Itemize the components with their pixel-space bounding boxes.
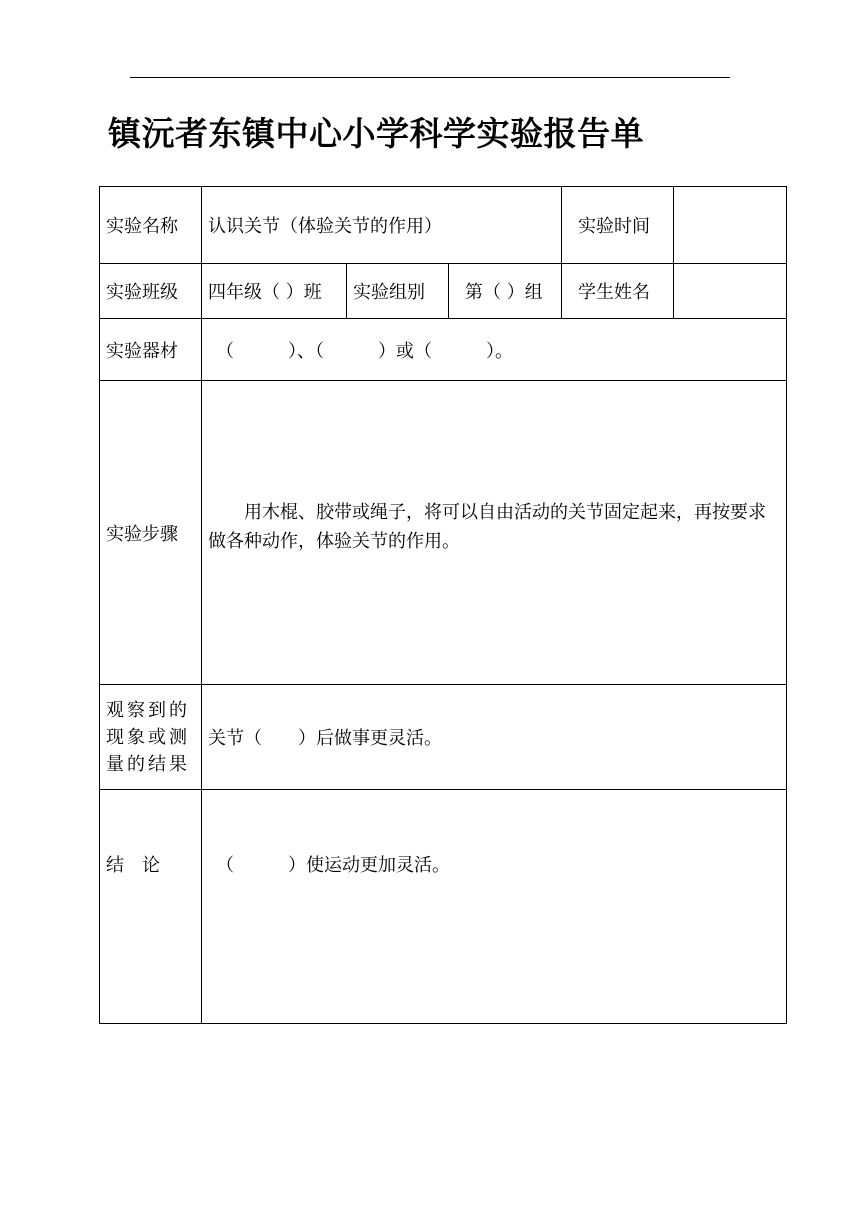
value-steps: 用木棍、胶带或绳子，将可以自由活动的关节固定起来，再按要求做各种动作，体验关节的作用。 [208, 501, 766, 552]
value-conclusion: （ ）使运动更加灵活。 [202, 790, 787, 1024]
label-experiment-class: 实验班级 [100, 264, 202, 319]
row-class-info [100, 264, 787, 319]
value-materials: （ ）、（ ）或（ ）。 [202, 319, 787, 381]
row-materials [100, 319, 787, 381]
row-experiment-name [100, 187, 787, 264]
value-student-name [674, 264, 787, 319]
label-observation: 观察到的现象或测量的结果 [106, 699, 190, 775]
value-observation: 关节（ ）后做事更灵活。 [202, 685, 787, 790]
row-steps [100, 381, 787, 685]
row-conclusion [100, 790, 787, 1024]
header-rule [130, 77, 730, 78]
value-experiment-name: 认识关节（体验关节的作用） [202, 187, 562, 264]
label-experiment-group: 实验组别 [347, 264, 449, 319]
label-student-name: 学生姓名 [562, 264, 674, 319]
page-title: 镇沅者东镇中心小学科学实验报告单 [108, 114, 644, 153]
label-observation-cell [100, 685, 202, 790]
label-steps: 实验步骤 [100, 381, 202, 685]
row-observation [100, 685, 787, 790]
report-table [99, 186, 787, 1024]
value-experiment-time [674, 187, 787, 264]
label-conclusion: 结 论 [100, 790, 202, 1024]
value-experiment-class: 四年级（ ）班 [202, 264, 347, 319]
label-materials: 实验器材 [100, 319, 202, 381]
value-experiment-group: 第（ ）组 [449, 264, 562, 319]
label-experiment-name: 实验名称 [100, 187, 202, 264]
steps-cell [202, 381, 787, 685]
label-experiment-time: 实验时间 [562, 187, 674, 264]
